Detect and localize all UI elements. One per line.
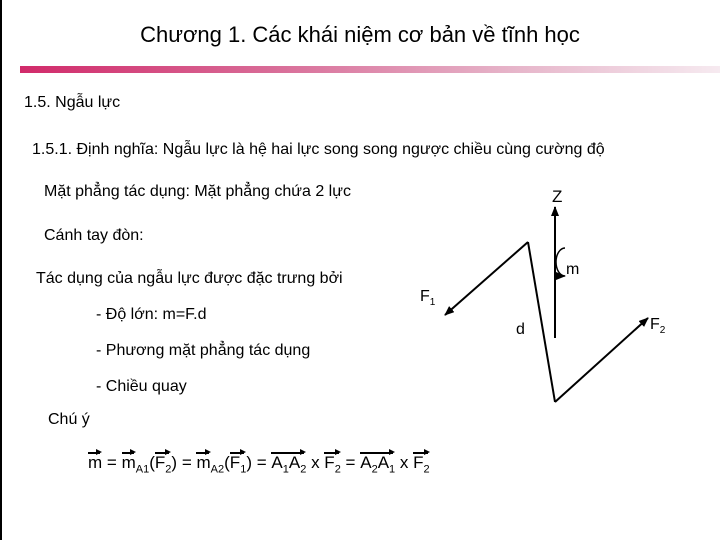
characterized-text: Tác dụng của ngẫu lực được đặc trưng bởi	[36, 270, 343, 287]
lever-arm-line	[528, 242, 555, 402]
f2-force-arrow	[555, 318, 648, 402]
z-label: Z	[552, 187, 563, 206]
f2-label: $F_2$	[650, 316, 666, 337]
f1-force-arrow	[445, 242, 528, 315]
bullet-plane-direction: - Phương mặt phẳng tác dụng	[96, 342, 311, 359]
arm-text: Cánh tay đòn:	[44, 227, 144, 244]
moment-formula: $m = m_{A1}(F_2) = m_{A2}(F_1) = A_1A_2$ x $F_2 = A_2A_1$ x $F_2$	[88, 453, 430, 476]
section-heading: 1.5. Ngẫu lực	[24, 94, 121, 111]
note-text: Chú ý	[48, 411, 90, 428]
d-label: d	[516, 321, 525, 338]
definition-text: 1.5.1. Định nghĩa: Ngẫu lực là hệ hai lực song song ngược chiều cùng cường độ	[32, 141, 605, 158]
bullet-rotation: - Chiều quay	[96, 378, 187, 395]
moment-label: m	[566, 261, 580, 278]
bullet-magnitude: - Độ lớn: m=F.d	[96, 306, 207, 323]
f1-label: $F_1$	[420, 288, 436, 309]
rotation-arc	[556, 248, 565, 276]
plane-text: Mặt phẳng tác dụng: Mặt phẳng chứa 2 lực	[44, 183, 351, 200]
slide-title: Chương 1. Các khái niệm cơ bản về tĩnh học	[140, 22, 580, 47]
